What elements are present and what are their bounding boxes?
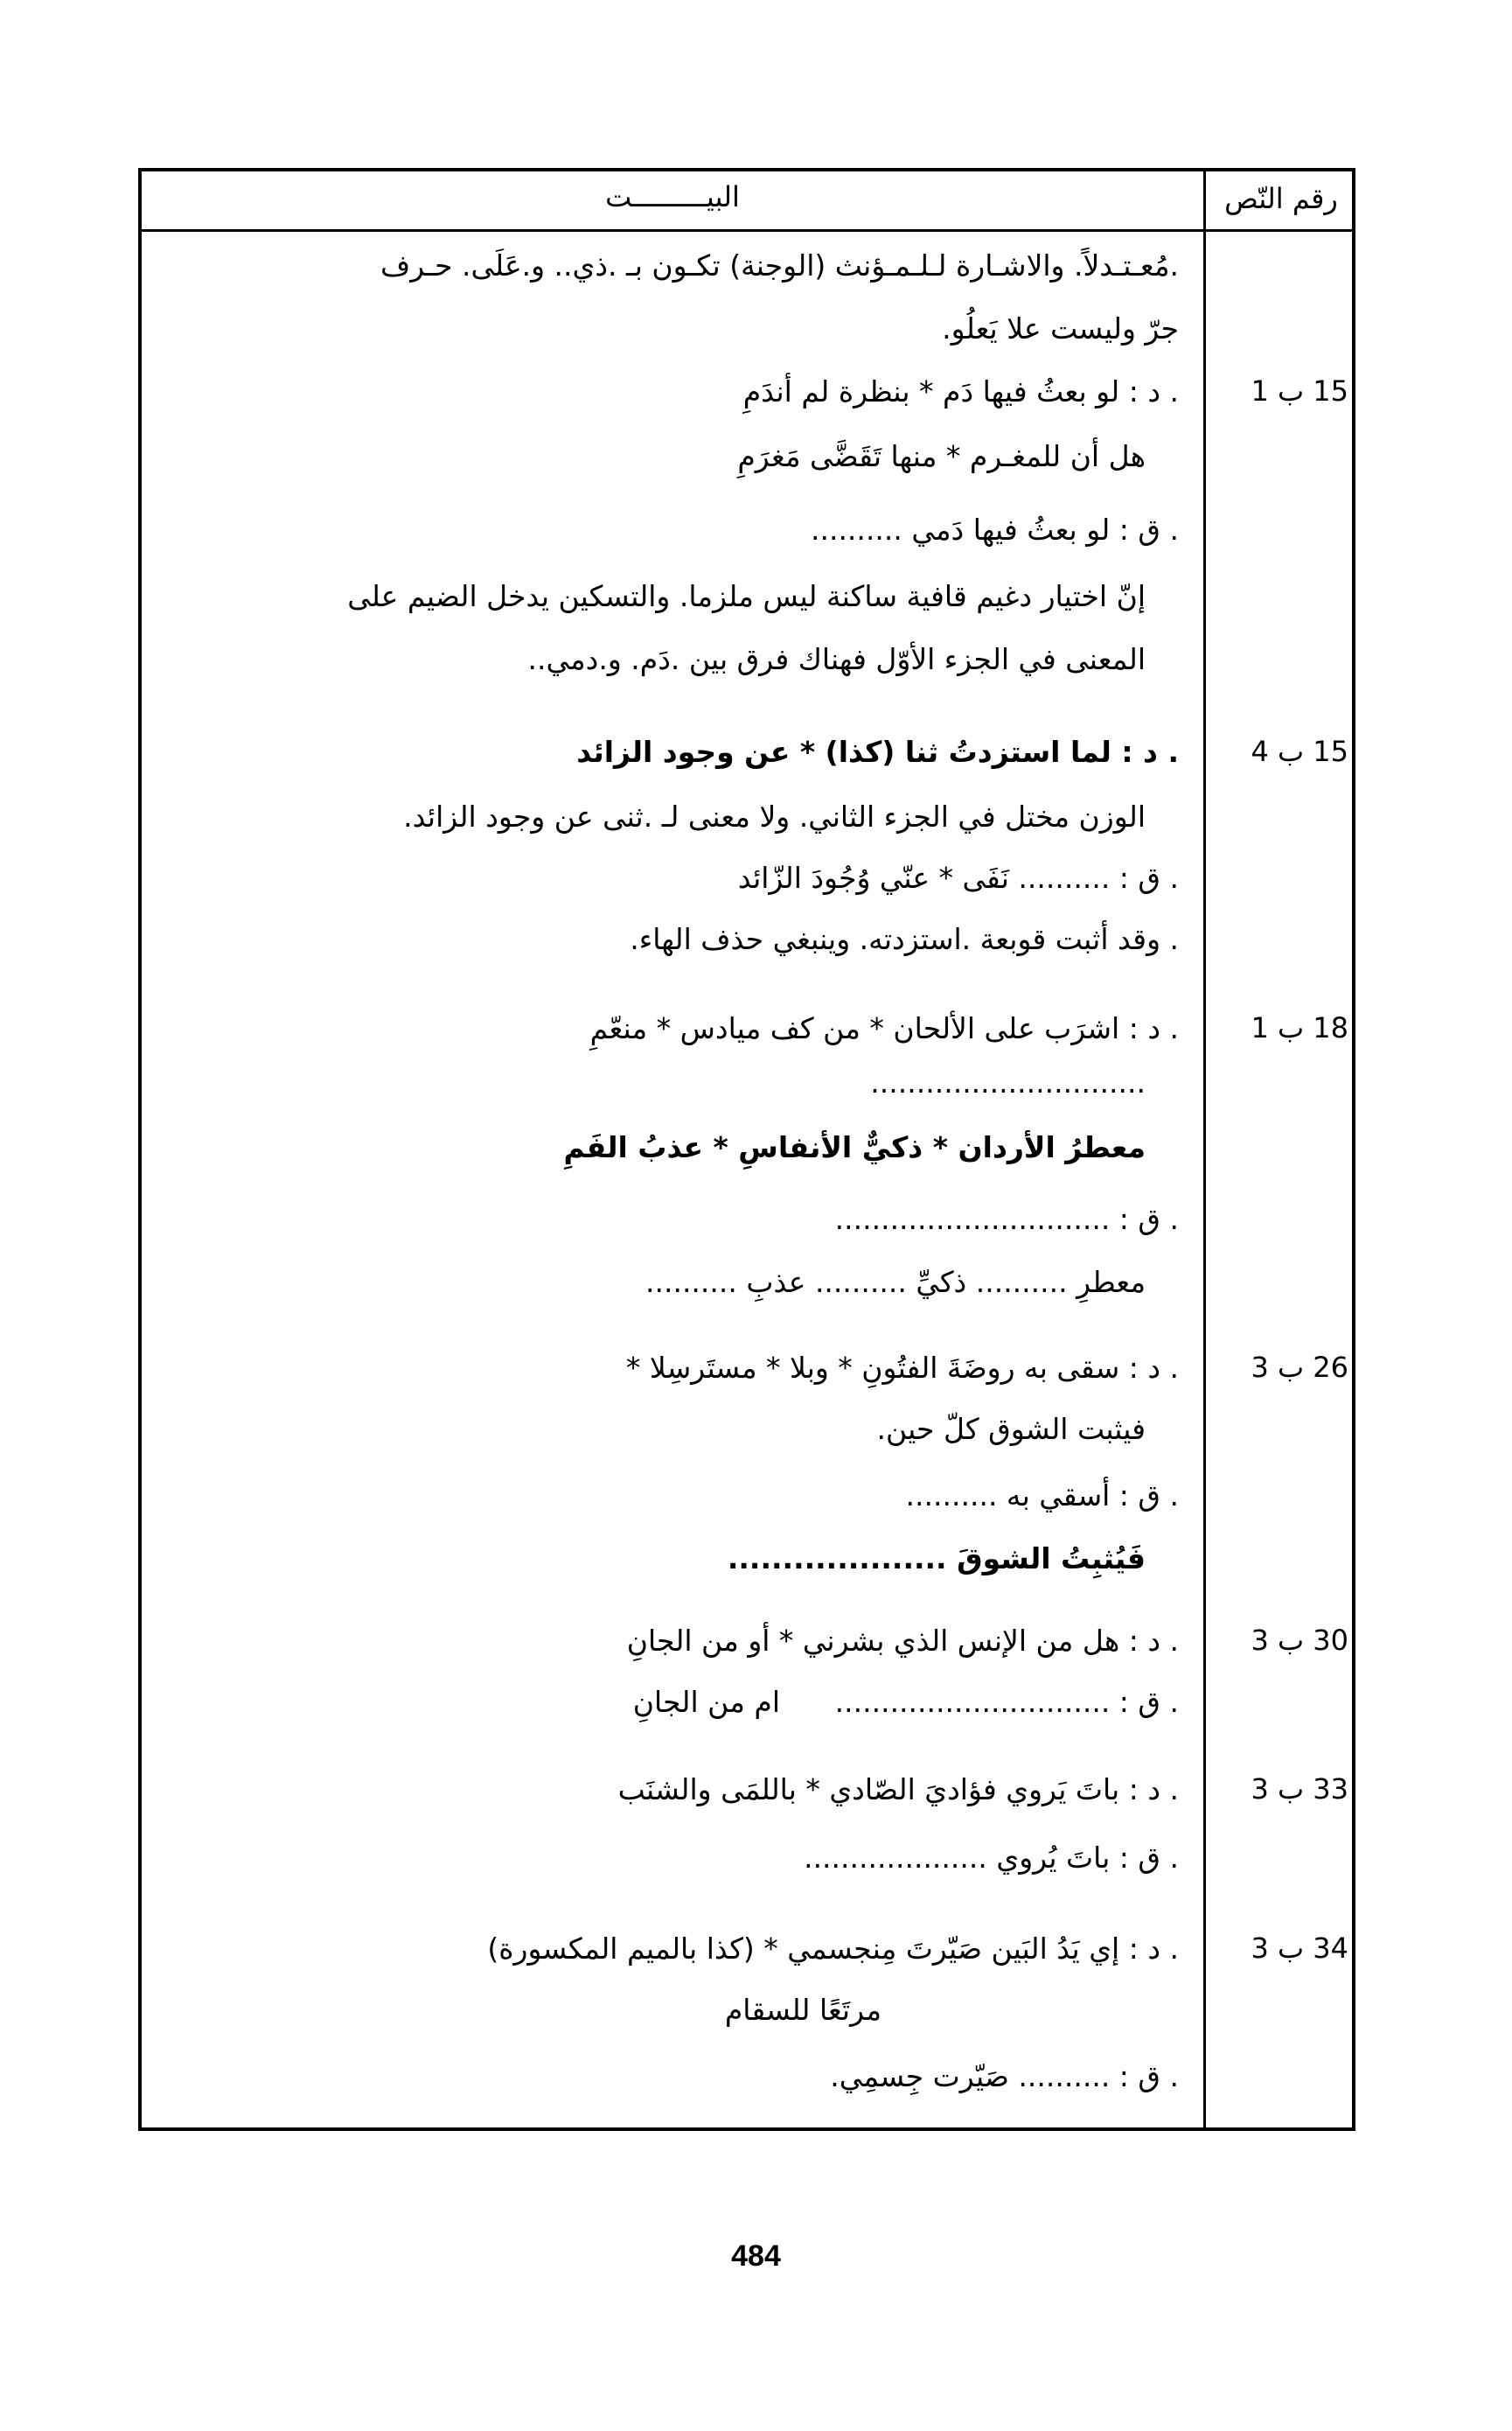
row-line: .مُعـتـدلاً. والاشـارة لـلـمـؤنث (الوجنة) تكـون بـ .ذي.. و.عَلَى. حـرف — [380, 248, 1179, 283]
row-line: .............................. — [870, 1065, 1146, 1100]
text-number: 34 ب 3 — [1251, 1932, 1348, 1965]
row-line: . د : سقى به روضَةَ الفتُونِ * وبلا * مستَرسِلا * — [625, 1351, 1179, 1385]
row-line: ام من الجانِ — [632, 1685, 780, 1719]
row-line: . ق : لو بعثُ فيها دَمي .......... — [810, 513, 1179, 547]
page-number: 484 — [731, 2239, 781, 2273]
row-line: . د : اشرَب على الألحان * من كف ميادس * منعّمِ — [589, 1011, 1179, 1045]
row-line: . ق : .............................. — [834, 1202, 1179, 1236]
row-line: فيثبت الشوق كلّ حين. — [876, 1412, 1146, 1446]
row-line: مرتَعًا للسقام — [724, 1993, 881, 2027]
row-line: . وقد أثبت قوبعة .استزدته. وينبغي حذف الهاء. — [630, 922, 1179, 956]
row-line: المعنى في الجزء الأوّل فهناك فرق بين .دَم. و.دمي.. — [527, 642, 1146, 676]
header-divider — [142, 229, 1352, 232]
row-line: . ق : .............................. — [834, 1685, 1179, 1719]
row-line: الوزن مختل في الجزء الثاني. ولا معنى لـ .ثنى عن وجود الزائد. — [403, 800, 1146, 834]
row-line: معطرِ .......... ذكيِّ .......... عذبِ .......... — [645, 1265, 1146, 1299]
header-number-column: رقم النّص — [1224, 182, 1338, 215]
text-number: 18 ب 1 — [1251, 1011, 1348, 1044]
row-line: . ق : باتَ يُروي .................... — [804, 1841, 1179, 1875]
row-line: جرّ وليست علا يَعلُو. — [942, 311, 1179, 346]
row-line: . ق : .......... نَفَى * عنّي وُجُودَ الزّائد — [737, 861, 1179, 895]
row-line: . د : باتَ يَروي فؤاديَ الصّادي * باللمَى والشنَب — [617, 1772, 1179, 1806]
column-divider — [1203, 171, 1206, 2127]
row-line: . ق : .......... صَيّرت جِسمِي. — [830, 2059, 1179, 2093]
row-line: . ق : أسقي به .......... — [905, 1478, 1179, 1512]
header-verse-column: البيـــــــــت — [605, 180, 740, 213]
text-number: 15 ب 1 — [1251, 374, 1348, 408]
row-line: هل أن للمغـرم * منها تَقَضَّى مَغرَمِ — [737, 439, 1146, 473]
row-line: فَيُثبِتُ الشوقَ .................... — [727, 1541, 1146, 1575]
row-line: . د : هل من الإنس الذي بشرني * أو من الجانِ — [626, 1624, 1179, 1658]
row-line: . د : لو بعثُ فيها دَم * بنظرة لم أندَمِ — [742, 374, 1179, 409]
row-line: معطرُ الأردان * ذكيٌّ الأنفاسِ * عذبُ الفَمِ — [563, 1130, 1146, 1164]
text-number: 15 ب 4 — [1251, 735, 1348, 768]
row-line: . د : لما استزدتُ ثنا (كذا) * عن وجود الزائد — [576, 735, 1179, 769]
text-number: 30 ب 3 — [1251, 1624, 1348, 1657]
row-line: إنّ اختيار دغيم قافية ساكنة ليس ملزما. والتسكين يدخل الضيم على — [347, 579, 1146, 613]
row-line: . د : إي يَدُ البَين صَيّرتَ مِنجسمي * (كذا بالميم المكسورة) — [487, 1932, 1179, 1966]
text-number: 26 ب 3 — [1251, 1351, 1348, 1384]
text-number: 33 ب 3 — [1251, 1772, 1348, 1806]
text-table — [138, 168, 1355, 2131]
